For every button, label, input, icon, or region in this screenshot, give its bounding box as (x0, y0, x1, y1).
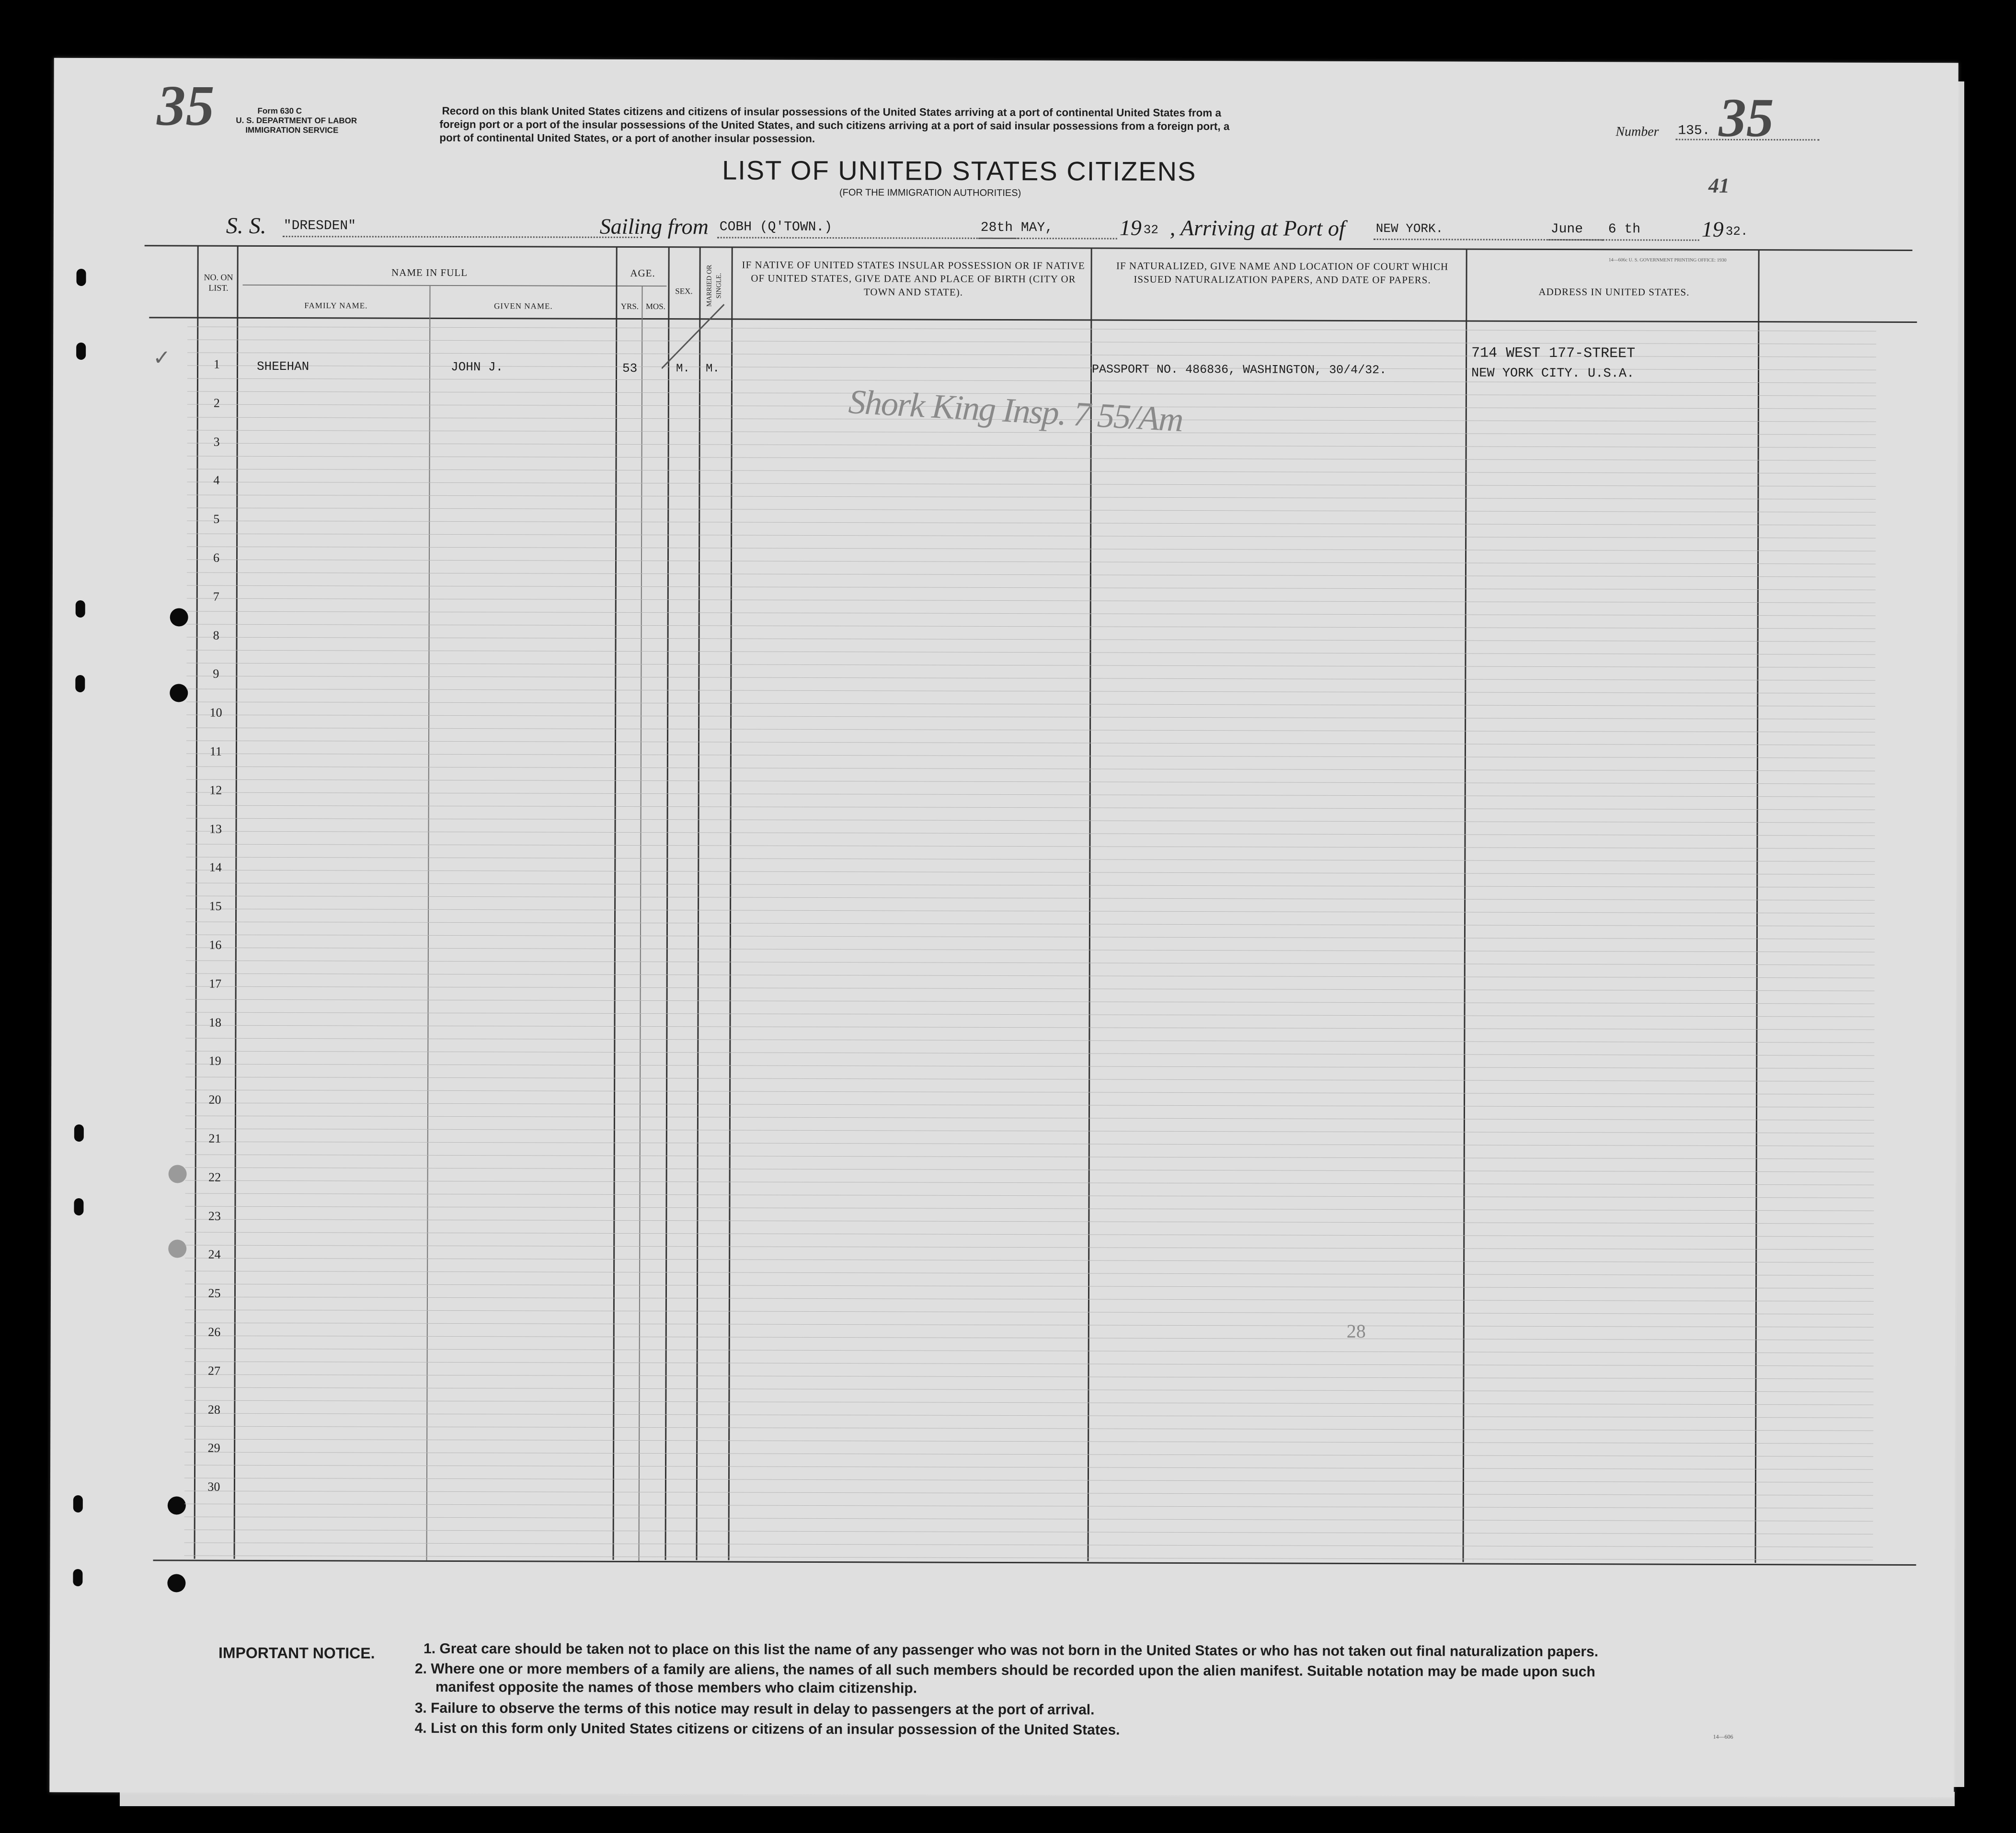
ruled-line (186, 922, 1875, 927)
ruled-line (186, 728, 1875, 733)
entry-address-line-2: NEW YORK CITY. U.S.A. (1471, 366, 1635, 381)
name-subheader-border (243, 285, 645, 286)
ruled-line (187, 598, 1876, 603)
year-prefix-1: 19 (1119, 215, 1142, 240)
ruled-line (187, 534, 1876, 538)
ruled-line (186, 754, 1875, 758)
col-line (426, 286, 431, 1560)
printer-note: 14—606c U. S. GOVERNMENT PRINTING OFFICE: 1930 (1608, 257, 1727, 263)
ruled-line (187, 327, 1876, 332)
ruled-line (185, 1362, 1874, 1366)
punch-hole (169, 1165, 187, 1183)
ruled-line (185, 1310, 1874, 1315)
ruled-line (184, 1556, 1873, 1560)
ruled-line (185, 1025, 1874, 1030)
ruled-line (186, 844, 1875, 849)
row-number: 4 (213, 473, 220, 488)
row-number: 2 (213, 396, 220, 410)
footer-code: 14—606 (1713, 1733, 1733, 1740)
header-married-or-single: MARRIED OR SINGLE. (706, 264, 723, 307)
notice-label: IMPORTANT NOTICE. (218, 1644, 375, 1662)
ruled-line (184, 1530, 1873, 1535)
punch-hole (170, 684, 188, 702)
ruled-line (186, 883, 1875, 888)
punch-hole (74, 1124, 84, 1142)
ruled-line (184, 1517, 1873, 1522)
notice-item-2-cont: manifest opposite the names of those members who claim citizenship. (435, 1679, 917, 1696)
ruled-line (184, 1465, 1873, 1470)
header-bottom-border (149, 317, 1917, 323)
form-department: U. S. DEPARTMENT OF LABOR (236, 115, 357, 126)
ruled-line (186, 948, 1875, 952)
ruled-lines (54, 58, 1959, 63)
notice-item-1: 1. Great care should be taken not to place on this list the name of any passenger who was not born in the United States or who has not taken out final naturalization papers. (424, 1640, 1599, 1660)
ruled-line (185, 1297, 1874, 1302)
header-sex: SEX. (675, 286, 693, 296)
punch-hole (75, 675, 85, 692)
ruled-line (185, 1064, 1874, 1069)
ruled-line (184, 1491, 1873, 1496)
ruled-line (186, 831, 1875, 836)
punch-hole (170, 608, 188, 626)
ruled-line (187, 547, 1876, 551)
from-port-underline (717, 237, 1019, 239)
ruled-line (186, 896, 1875, 901)
ruled-line (185, 1116, 1874, 1121)
ruled-line (184, 1426, 1873, 1431)
punch-hole (76, 343, 86, 360)
ruled-line (185, 1206, 1874, 1211)
header-naturalized: IF NATURALIZED, GIVE NAME AND LOCATION OF COURT WHICH ISSUED NATURALIZATION PAPERS, AND DATE OF PAPERS. (1116, 260, 1449, 286)
row-number: 30 (207, 1479, 220, 1494)
ruled-line (186, 870, 1875, 875)
ruled-line (185, 1245, 1874, 1250)
row-number: 9 (213, 667, 219, 681)
row-number: 21 (208, 1131, 221, 1146)
ruled-line (185, 1336, 1874, 1340)
ruled-line (185, 1090, 1874, 1095)
ruled-line (184, 1400, 1873, 1405)
ruled-line (187, 482, 1876, 487)
ruled-line (185, 1038, 1874, 1043)
header-address: ADDRESS IN UNITED STATES. (1538, 286, 1690, 298)
punch-hole (74, 1198, 83, 1215)
ruled-line (186, 663, 1875, 668)
ruled-line (185, 1284, 1874, 1289)
number-stamp: 35 (1718, 87, 1774, 149)
row-number: 28 (207, 1402, 220, 1417)
row-number: 8 (213, 628, 219, 642)
row-number: 27 (208, 1363, 221, 1378)
ruled-line (184, 1452, 1873, 1457)
notice-item-3: 3. Failure to observe the terms of this notice may result in delay to passengers at the port of arrival. (414, 1700, 1095, 1718)
punch-hole (76, 269, 86, 286)
arriving-label: , Arriving at Port of (1169, 215, 1345, 241)
header-no-on-list: NO. ON LIST. (204, 272, 233, 293)
form-title: LIST OF UNITED STATES CITIZENS (722, 155, 1197, 187)
stamp-mark: 28 (1346, 1320, 1366, 1342)
ruled-line (187, 521, 1876, 526)
ruled-line (185, 1349, 1874, 1353)
arrival-date-underline (1548, 239, 1699, 241)
form-service: IMMIGRATION SERVICE (245, 125, 339, 135)
sailing-label: Sailing from (599, 214, 709, 239)
sail-year: 32 (1143, 222, 1159, 237)
ruled-line (187, 443, 1876, 448)
row-number: 10 (209, 705, 222, 720)
table-top-border (145, 245, 1913, 251)
ruled-line (186, 857, 1875, 862)
punch-hole (76, 600, 85, 618)
entry-family-name: SHEEHAN (257, 359, 309, 374)
row-number: 5 (213, 512, 220, 526)
col-line (639, 286, 643, 1561)
instructions-line-2: foreign port or a port of the insular possessions of the United States, and such citizens arriving at a port of said insular possessions from a foreign port, a (439, 118, 1230, 133)
ruled-line (187, 585, 1876, 590)
ruled-line (185, 1168, 1874, 1172)
ruled-line (187, 560, 1876, 564)
row-number: 6 (213, 550, 220, 565)
ruled-line (185, 1323, 1874, 1328)
handwritten-inspector-note: Shork King Insp. 7 55/Am (848, 382, 1184, 439)
manifest-page (49, 58, 1958, 1797)
ruled-line (186, 909, 1875, 914)
row-number: 3 (213, 435, 220, 449)
header-age: AGE. (630, 267, 655, 279)
form-subtitle: (FOR THE IMMIGRATION AUTHORITIES) (839, 187, 1021, 199)
ruled-line (187, 495, 1876, 500)
row-number: 26 (208, 1325, 221, 1339)
row-number: 1 (214, 357, 220, 371)
ruled-line (184, 1387, 1873, 1392)
ruled-line (186, 961, 1875, 965)
ruled-line (187, 573, 1876, 577)
arrival-day: 6 th (1608, 222, 1641, 237)
corner-number: 35 (157, 73, 215, 137)
row-number: 14 (209, 860, 222, 875)
instructions-line-3: port of continental United States, or a port of another insular possession. (439, 131, 815, 145)
row-number: 23 (208, 1209, 221, 1223)
notice-item-4: 4. List on this form only United States citizens or citizens of an insular possession of the United States. (414, 1720, 1120, 1738)
ruled-line (186, 741, 1875, 745)
ruled-line (187, 456, 1876, 461)
header-yrs: YRS. (620, 301, 639, 311)
punch-hole (73, 1569, 82, 1586)
ruled-line (184, 1478, 1873, 1483)
entry-age-years: 53 (622, 361, 638, 376)
ss-label: S. S. (226, 213, 266, 239)
row-number: 17 (209, 976, 222, 991)
ruled-line (185, 1258, 1874, 1263)
ruled-line (186, 805, 1875, 810)
row-number: 18 (208, 1015, 222, 1030)
page-number: 41 (1708, 173, 1730, 197)
ruled-line (184, 1439, 1873, 1444)
arrival-month: June (1550, 221, 1583, 237)
row-number: 15 (209, 899, 222, 913)
punch-hole (73, 1495, 83, 1512)
ruled-line (187, 508, 1876, 513)
ship-underline (283, 236, 642, 238)
ruled-line (186, 974, 1875, 978)
ruled-line (185, 1193, 1874, 1198)
entry-sex: M. (676, 362, 690, 376)
row-number: 16 (209, 938, 222, 952)
ruled-line (184, 1413, 1873, 1418)
ruled-line (186, 767, 1875, 771)
row-number: 29 (207, 1441, 220, 1455)
ruled-line (186, 986, 1875, 991)
ruled-line (185, 1077, 1874, 1082)
notice-item-2: 2. Where one or more members of a family are aliens, the names of all such members should be recorded upon the alien manifest. Suitable notation may be made upon such (414, 1661, 1595, 1680)
row-number: 25 (208, 1286, 221, 1300)
ruled-line (185, 1142, 1874, 1146)
form-number: Form 630 C (257, 106, 302, 116)
ruled-line (187, 650, 1876, 655)
row-number: 22 (208, 1170, 221, 1184)
ruled-line (186, 1012, 1875, 1017)
ruled-line (187, 637, 1876, 642)
entry-naturalization: PASSPORT NO. 486836, WASHINGTON, 30/4/32. (1092, 362, 1387, 378)
ship-name: "DRESDEN" (283, 218, 356, 234)
ruled-line (185, 1180, 1874, 1185)
row-number: 24 (208, 1248, 221, 1262)
arrival-port: NEW YORK. (1375, 221, 1443, 236)
ruled-line (186, 792, 1875, 797)
from-port: COBH (Q'TOWN.) (719, 219, 833, 235)
ruled-line (184, 1504, 1873, 1509)
entry-address-line-1: 714 WEST 177-STREET (1471, 345, 1636, 362)
header-given-name: GIVEN NAME. (494, 301, 553, 311)
check-mark: ✓ (153, 346, 171, 370)
entry-married-single: M. (706, 362, 720, 376)
header-native: IF NATIVE OF UNITED STATES INSULAR POSSESSION OR IF NATIVE OF UNITED STATES, GIVE DATE AND PLACE OF BIRTH (CITY OR TOWN AND STATE). (742, 259, 1085, 298)
ruled-line (185, 1232, 1874, 1237)
ruled-line (187, 624, 1876, 629)
ruled-line (187, 469, 1876, 474)
ruled-line (186, 999, 1875, 1004)
arrival-year: 32. (1725, 224, 1748, 239)
punch-hole (167, 1574, 185, 1592)
punch-hole (168, 1239, 186, 1258)
ruled-line (186, 676, 1875, 681)
row-number: 13 (209, 822, 222, 836)
ruled-line (185, 1129, 1874, 1134)
row-number: 11 (209, 744, 222, 758)
ruled-line (186, 818, 1875, 823)
punch-hole (168, 1496, 186, 1514)
ruled-line (184, 1543, 1873, 1547)
sail-date: 28th MAY, (980, 220, 1054, 236)
table-bottom-border (153, 1559, 1916, 1566)
ruled-line (187, 340, 1876, 344)
ruled-line (186, 715, 1875, 720)
row-number: 20 (208, 1092, 221, 1107)
row-number: 7 (213, 589, 219, 604)
ruled-line (185, 1271, 1874, 1276)
ruled-line (185, 1375, 1874, 1379)
row-number: 12 (209, 783, 222, 797)
ruled-line (187, 611, 1876, 616)
ruled-line (186, 779, 1875, 784)
entry-given-name: JOHN J. (451, 359, 504, 375)
ruled-line (185, 1155, 1874, 1159)
ruled-line (185, 1219, 1874, 1224)
sail-date-underline (978, 238, 1117, 240)
number-typed: 135. (1678, 123, 1710, 138)
ruled-line (185, 1103, 1874, 1108)
number-label: Number (1615, 124, 1659, 139)
instructions-line-1: Record on this blank United States citizens and citizens of insular possessions of the United States arriving at a port of continental United States from a (442, 104, 1222, 119)
header-mos: MOS. (645, 302, 665, 311)
ruled-line (186, 935, 1875, 939)
row-number: 19 (208, 1054, 221, 1068)
ruled-line (186, 702, 1875, 707)
ruled-line (186, 689, 1875, 694)
header-family-name: FAMILY NAME. (304, 301, 368, 310)
ruled-line (185, 1051, 1874, 1056)
year-prefix-2: 19 (1701, 217, 1724, 241)
header-name-in-full: NAME IN FULL (391, 266, 468, 279)
